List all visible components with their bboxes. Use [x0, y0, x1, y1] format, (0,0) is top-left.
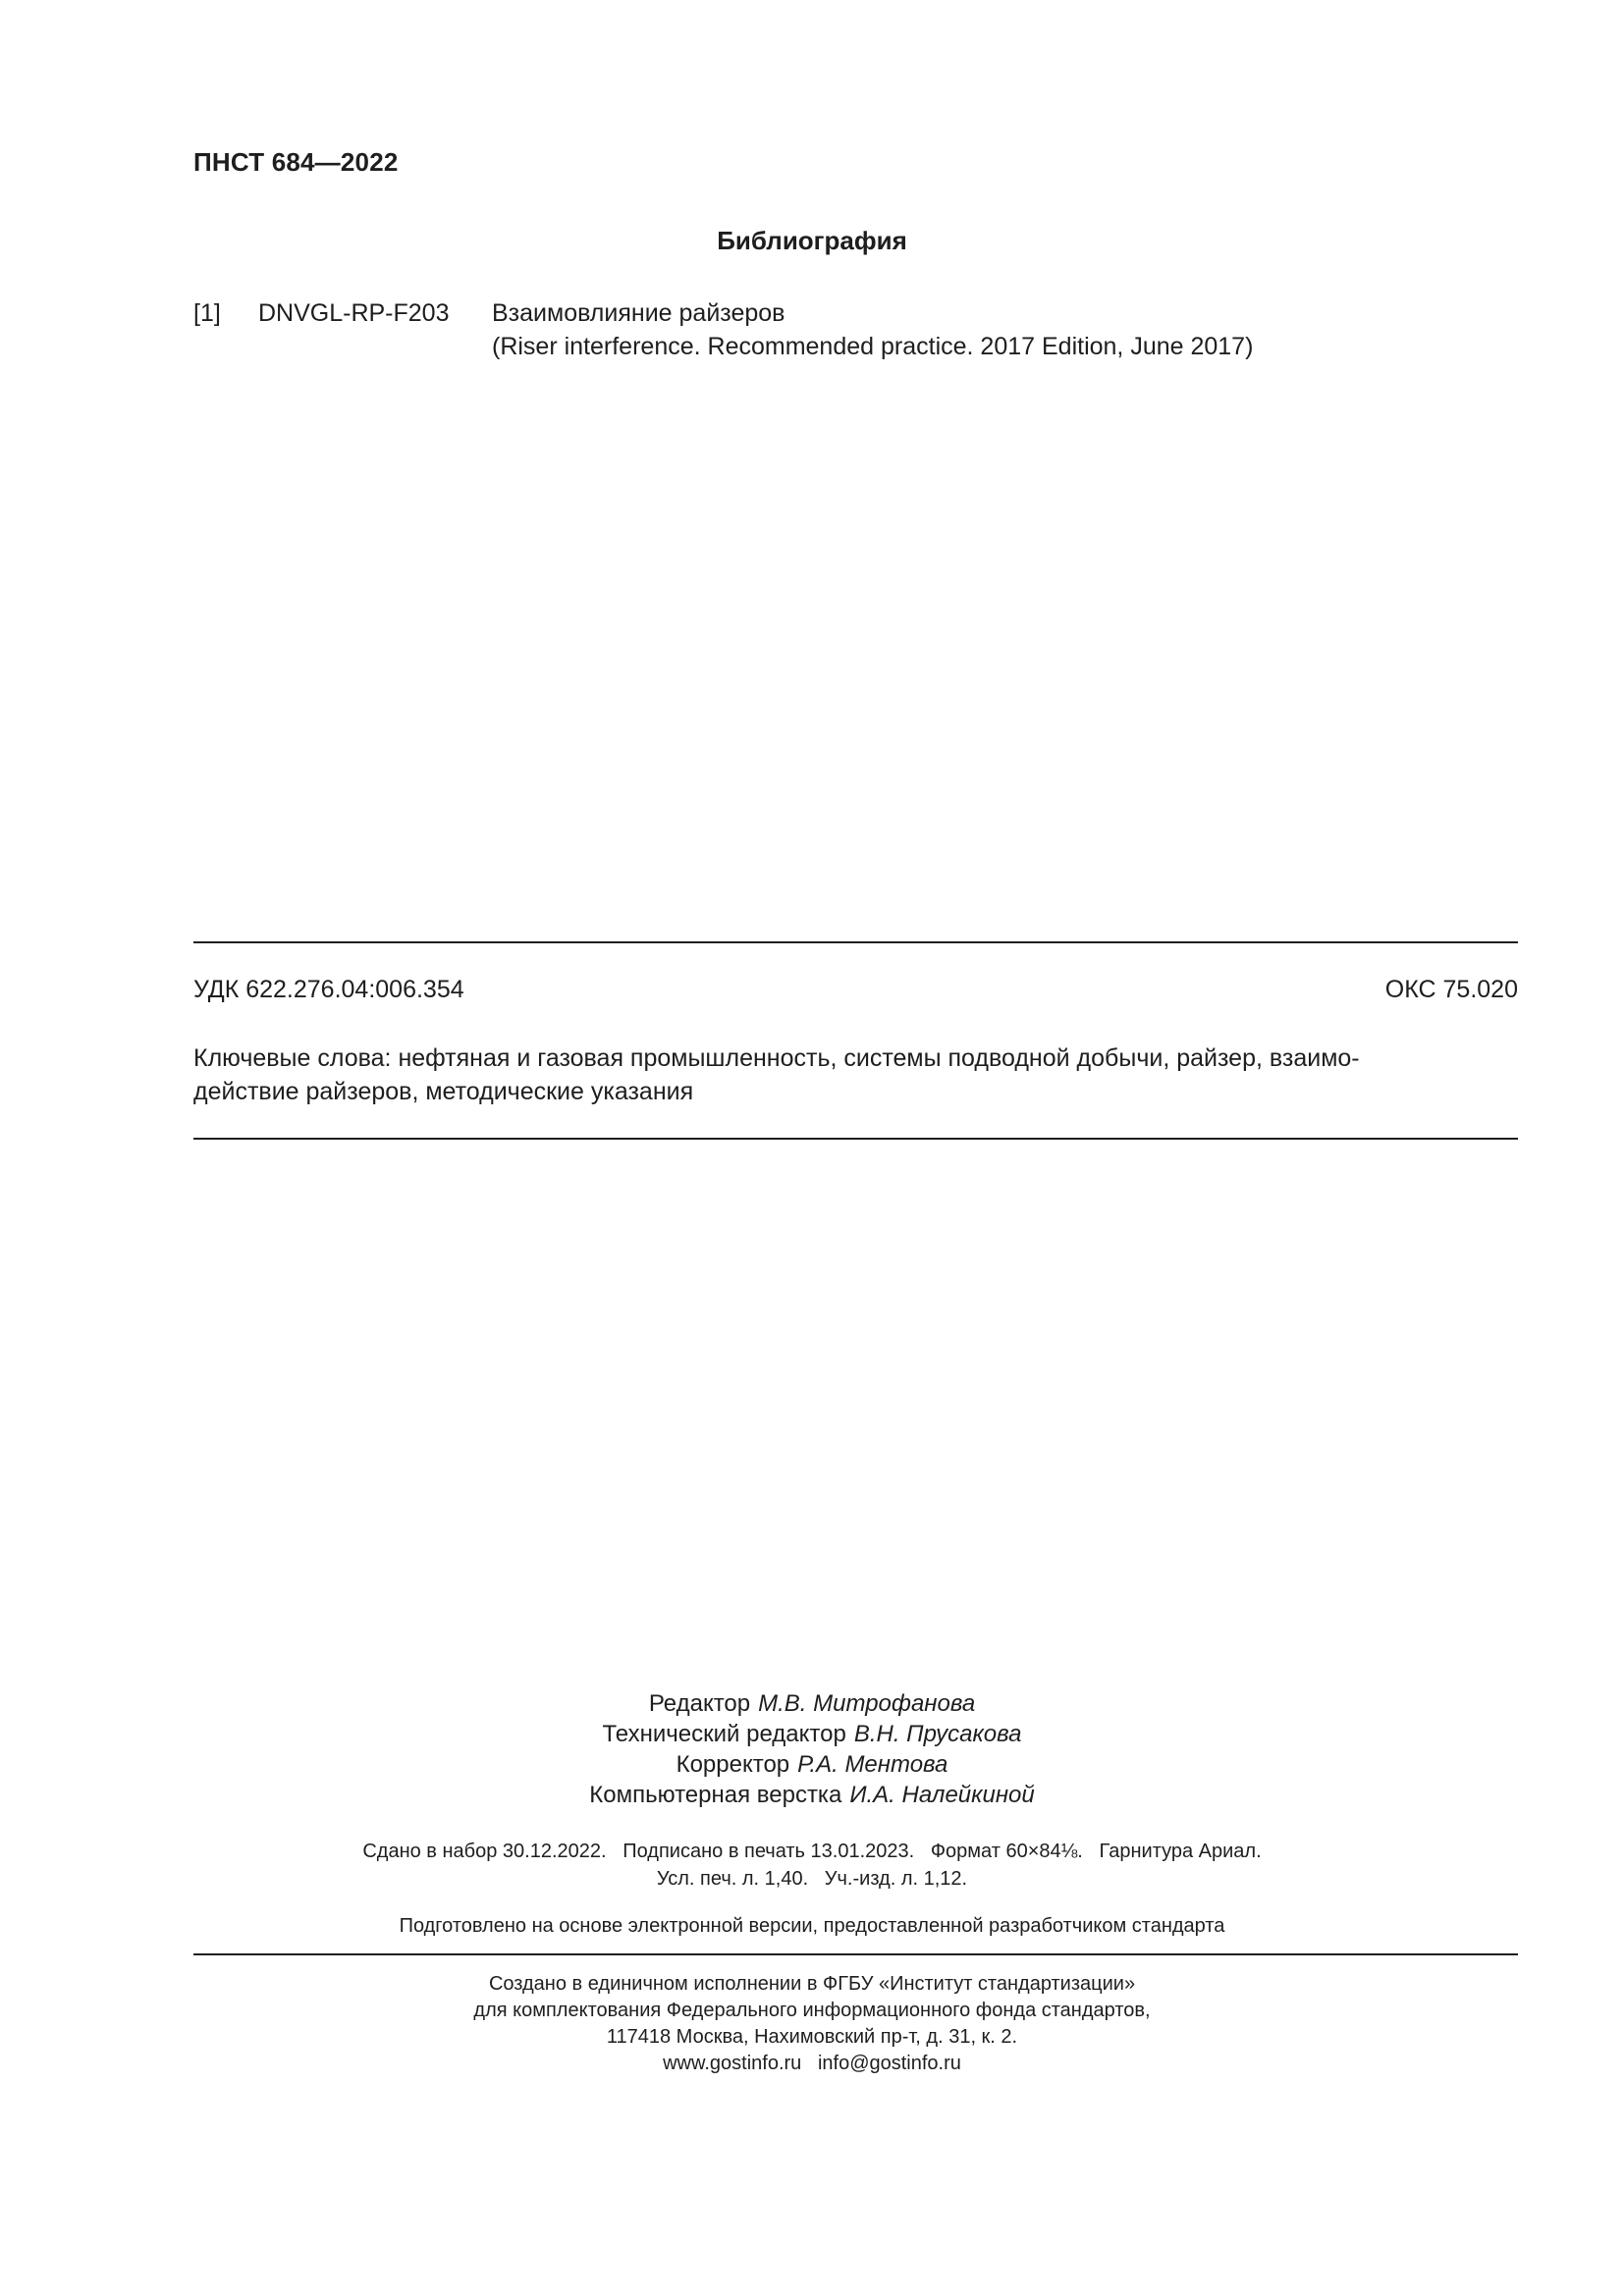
bibliography-entry-number: [1] — [193, 299, 221, 327]
credit-name: В.Н. Прусакова — [853, 1721, 1022, 1747]
print-info-line: Усл. печ. л. 1,40. Уч.-изд. л. 1,12. — [656, 1868, 968, 1890]
publisher-line: для комплектования Федерального информационного фонда стандартов, — [473, 2000, 1151, 2021]
keywords — [193, 1041, 1518, 1108]
credit-name: М.В. Митрофанова — [758, 1690, 976, 1717]
credit-proofreader — [0, 1749, 1624, 1780]
document-code: ПНСТ 684—2022 — [193, 147, 399, 177]
bibliography-entry-text — [492, 296, 1253, 363]
prepared-note: Подготовлено на основе электронной версии, предоставленной разработчиком стандарта — [399, 1915, 1225, 1937]
bottom-divider — [193, 1953, 1518, 1955]
credit-layout — [0, 1780, 1624, 1810]
credit-editor — [0, 1688, 1624, 1719]
publisher-line: 117418 Москва, Нахимовский пр-т, д. 31, к. 2. — [606, 2026, 1018, 2048]
credit-role: Редактор — [648, 1690, 751, 1717]
credit-name: И.А. Налейкиной — [849, 1782, 1035, 1808]
credit-role: Корректор — [676, 1751, 790, 1778]
publisher-line: Создано в единичном исполнении в ФГБУ «Институт стандартизации» — [488, 1973, 1136, 1995]
publisher-contacts: www.gostinfo.ru info@gostinfo.ru — [663, 2053, 961, 2074]
keywords-line: Ключевые слова: нефтяная и газовая промышленность, системы подводной добычи, райзер, взаимо- — [193, 1044, 1360, 1072]
oks-code: ОКС 75.020 — [1384, 976, 1518, 1003]
bibliography-entry-code: DNVGL-RP-F203 — [258, 299, 450, 327]
middle-divider — [193, 1138, 1518, 1140]
publisher-info — [0, 1971, 1624, 2077]
top-divider — [193, 941, 1518, 943]
keywords-line: действие райзеров, методические указания — [193, 1078, 694, 1105]
print-info — [0, 1838, 1624, 1893]
udk-code: УДК 622.276.04:006.354 — [193, 976, 464, 1003]
bibliography-entry-title-en: (Riser interference. Recommended practice. 2017 Edition, June 2017) — [492, 333, 1254, 360]
bibliography-title: Библиография — [717, 226, 907, 255]
print-info-line: Сдано в набор 30.12.2022. Подписано в печать 13.01.2023. Формат 60×84⅛. Гарнитура Ариал. — [362, 1841, 1262, 1862]
credits-block — [0, 1688, 1624, 1810]
bibliography-entry-title-ru: Взаимовлияние райзеров — [492, 299, 785, 327]
credit-name: Р.А. Ментова — [797, 1751, 948, 1778]
credit-technical-editor — [0, 1719, 1624, 1749]
credit-role: Технический редактор — [602, 1721, 846, 1747]
credit-role: Компьютерная верстка — [589, 1782, 842, 1808]
